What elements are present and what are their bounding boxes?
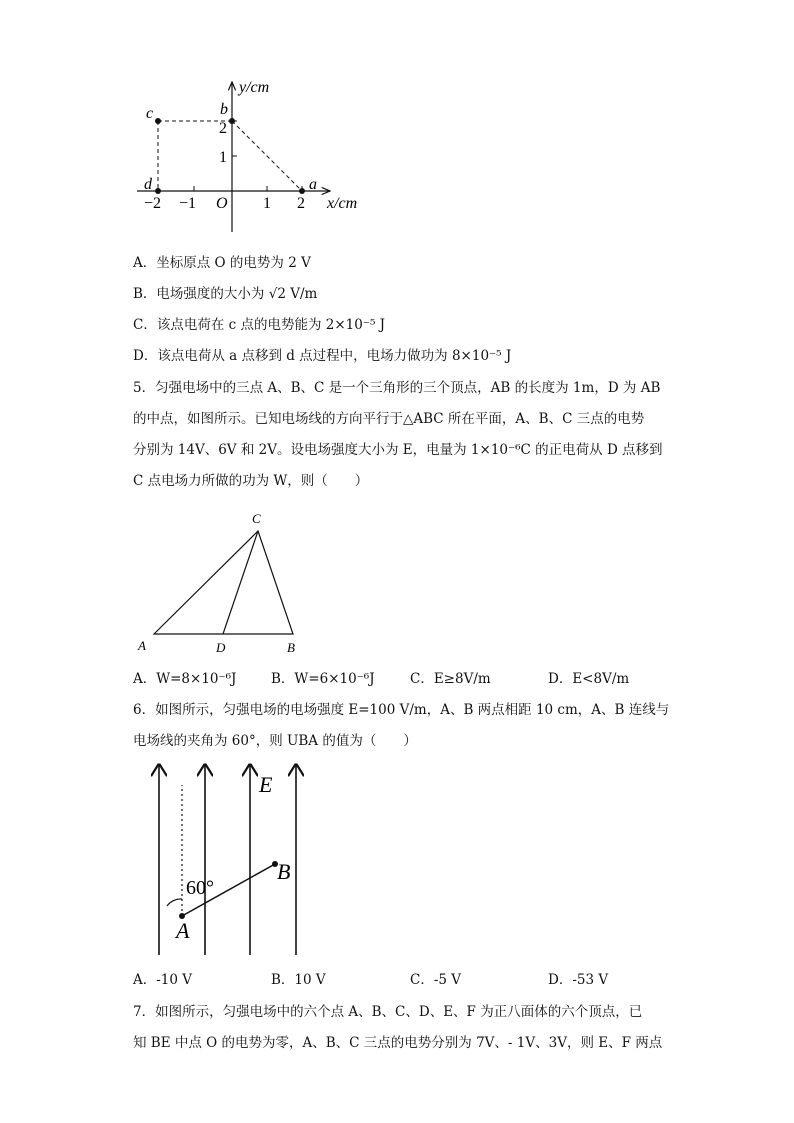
label-C: C (252, 511, 261, 526)
x-tick-1: 1 (263, 195, 271, 212)
q6-option-d: D．-53 V (548, 972, 609, 988)
label-c: c (146, 105, 154, 122)
label-D: D (216, 640, 226, 655)
q5-option-a: A．W=8×10⁻⁶J (133, 671, 237, 687)
q5-line-3: 分别为 14V、6V 和 2V。设电场强度大小为 E，电量为 1×10⁻⁶C 的正电荷从 D 点移到 (133, 442, 663, 458)
label-B: B (277, 859, 291, 884)
q4-option-c: C．该点电荷在 c 点的电势能为 2×10⁻⁵ J (133, 317, 386, 333)
q6-option-c: C．-5 V (410, 972, 462, 988)
q7-line-1: 7．如图所示，匀强电场中的六个点 A、B、C、D、E、F 为正八面体的六个顶点，已 (133, 1004, 643, 1020)
q5-line-1: 5．匀强电场中的三点 A、B、C 是一个三角形的三个顶点，AB 的长度为 1m，D 为 AB (133, 380, 661, 396)
x-tick-2: 2 (297, 195, 305, 212)
q5-line-4: C 点电场力所做的功为 W，则（ ） (133, 473, 369, 489)
q6-option-b: B．10 V (271, 972, 326, 988)
q5-option-d: D．E<8V/m (548, 671, 630, 687)
q6-line-1: 6．如图所示，匀强电场的电场强度 E=100 V/m，A、B 两点相距 10 cm，A、B 连线与 (133, 702, 670, 718)
label-b: b (220, 101, 228, 118)
y-tick-2: 2 (219, 120, 227, 137)
q5-option-c: C．E≥8V/m (410, 671, 491, 687)
q6-line-2: 电场线的夹角为 60°，则 UBA 的值为（ ） (133, 733, 417, 749)
label-A: A (138, 638, 146, 653)
label-d: d (144, 176, 152, 193)
label-E: E (259, 772, 273, 797)
x-tick-neg2: −2 (144, 195, 162, 212)
label-a: a (309, 176, 317, 193)
q5-line-2: 的中点，如图所示。已知电场线的方向平行于△ABC 所在平面，A、B、C 三点的电势 (133, 411, 645, 427)
q5-option-b: B．W=6×10⁻⁶J (271, 671, 375, 687)
label-B: B (287, 640, 295, 655)
angle-label: 60° (186, 877, 214, 899)
x-tick-neg1: −1 (179, 195, 197, 212)
label-A: A (176, 918, 190, 943)
origin-label: O (216, 195, 228, 212)
q4-option-a: A．坐标原点 O 的电势为 2 V (133, 255, 311, 271)
x-axis-label: x/cm (327, 195, 358, 212)
y-tick-1: 1 (219, 149, 227, 166)
q6-option-a: A．-10 V (133, 972, 193, 988)
q4-option-d: D．该点电荷从 a 点移到 d 点过程中，电场力做功为 8×10⁻⁵ J (133, 348, 512, 364)
angle-arc (167, 899, 182, 906)
y-axis-label: y/cm (239, 79, 270, 96)
q7-line-2: 知 BE 中点 O 的电势为零，A、B、C 三点的电势分别为 7V、- 1V、3V，则 E、F 两点 (133, 1035, 663, 1051)
q4-option-b: B．电场强度的大小为 √2 V/m (133, 286, 318, 302)
